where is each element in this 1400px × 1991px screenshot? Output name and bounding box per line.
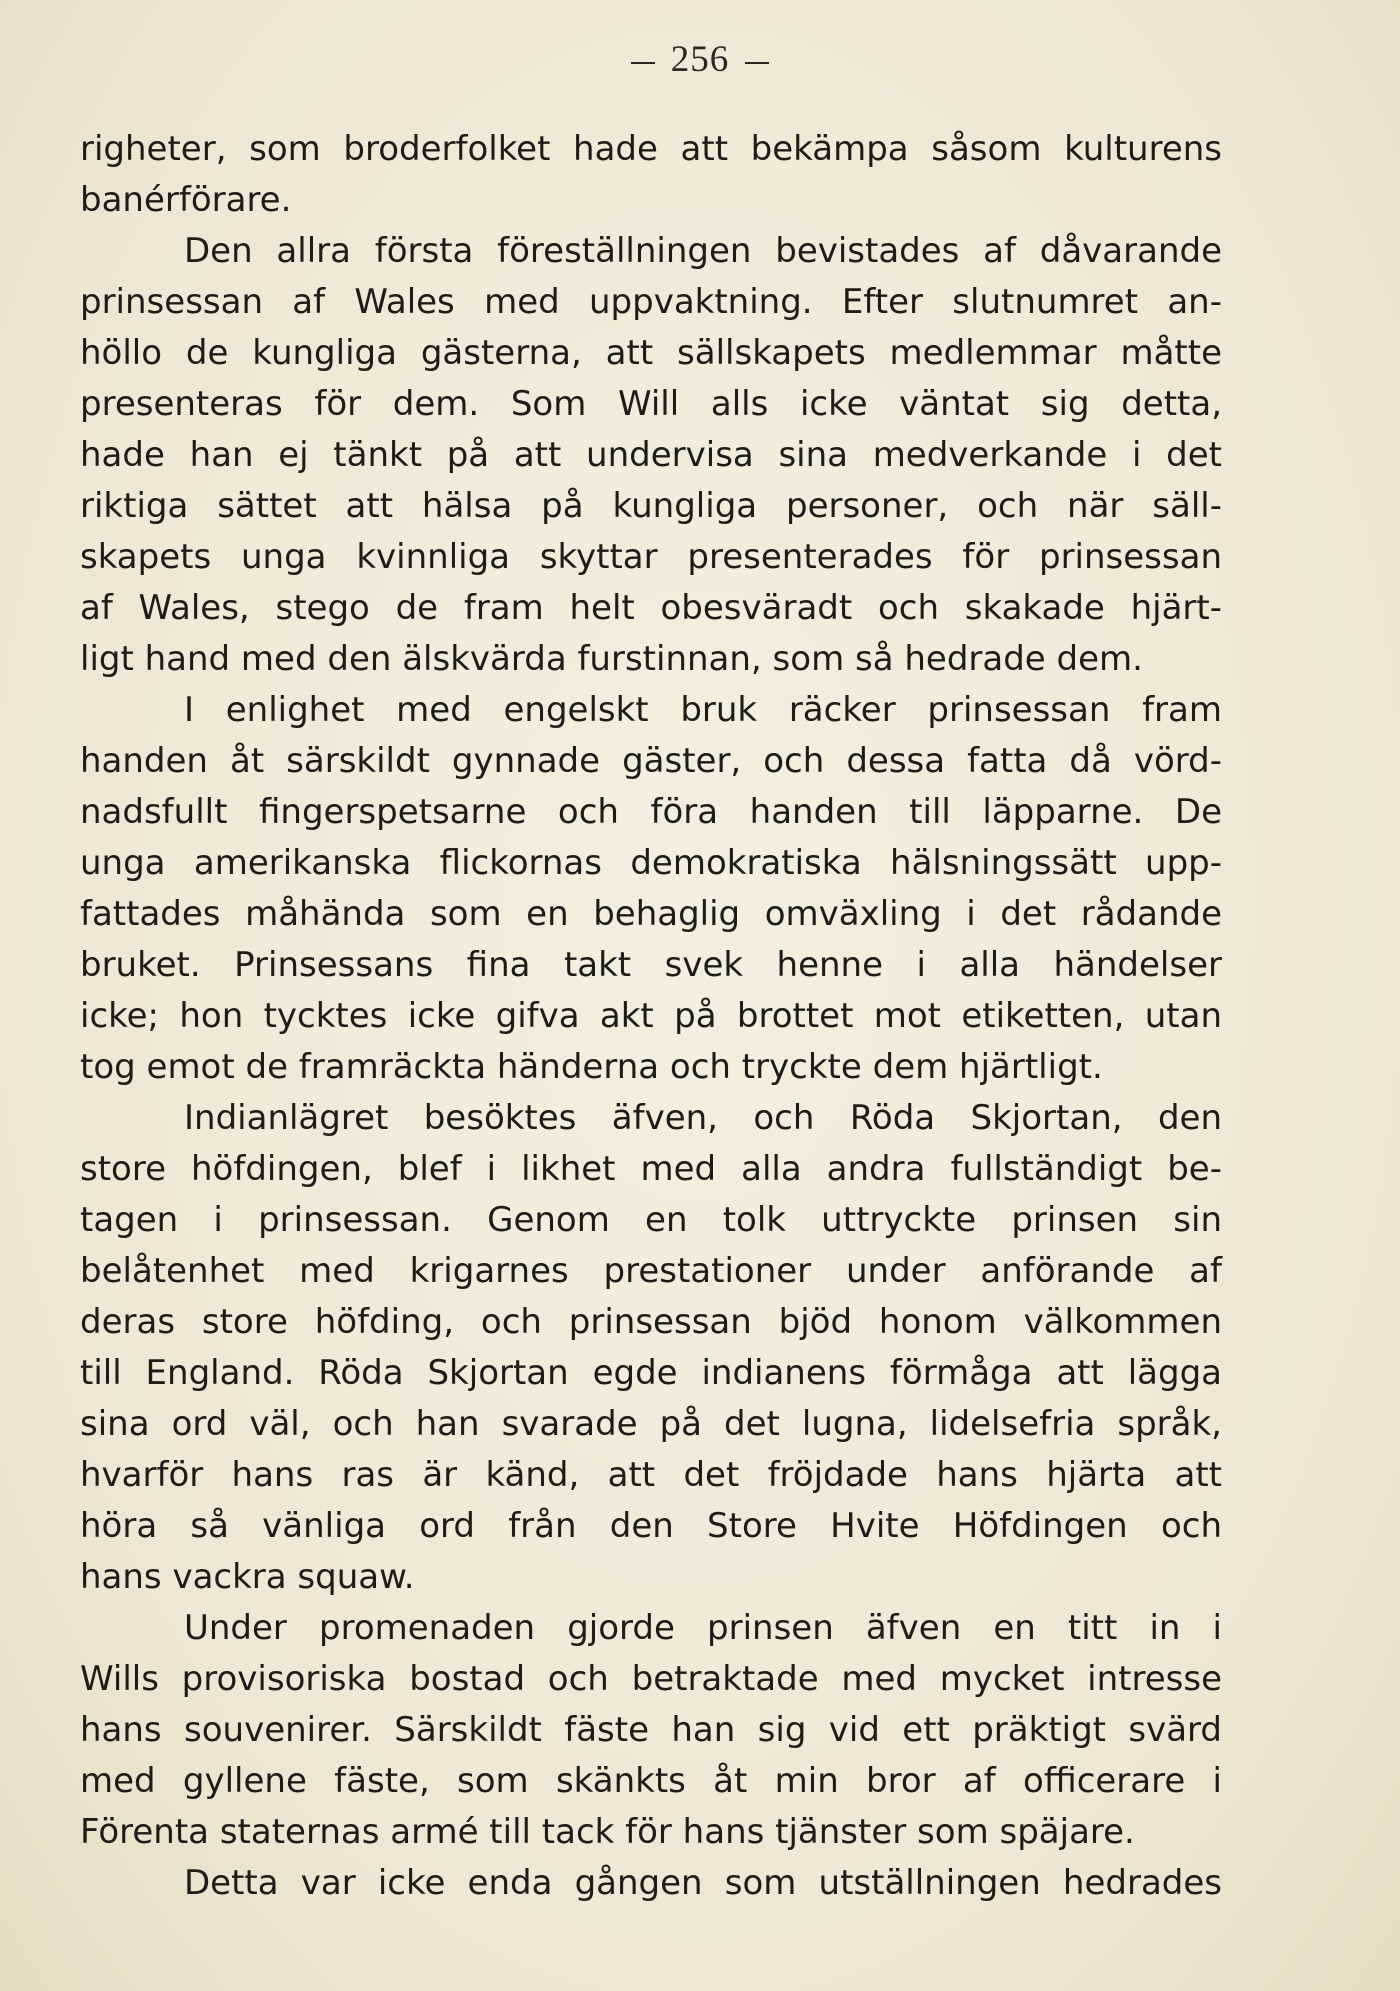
text-line: banérförare.	[80, 180, 292, 220]
page-number	[0, 38, 1400, 81]
page-number-value: 256	[670, 39, 730, 80]
text-line: skapets unga kvinnliga skyttar presenterades för prinsessan	[80, 537, 1222, 577]
text-line: unga amerikanska flickornas demokratiska hälsningssätt upp-	[80, 843, 1222, 883]
text-line: Förenta staternas armé till tack för hans tjänster som späjare.	[80, 1812, 1135, 1852]
text-line: deras store höfding, och prinsessan bjöd honom välkommen	[80, 1302, 1222, 1342]
body-text	[80, 124, 1222, 1909]
text-line: presenteras för dem. Som Will alls icke väntat sig detta,	[80, 384, 1222, 424]
text-line: tog emot de framräckta händerna och tryckte dem hjärtligt.	[80, 1047, 1103, 1087]
page-number-dash-right	[745, 62, 769, 64]
text-line: nadsfullt fingerspetsarne och föra handen till läpparne. De	[80, 792, 1222, 832]
text-line: riktiga sättet att hälsa på kungliga personer, och när säll-	[80, 486, 1222, 526]
text-line: Detta var icke enda gången som utställningen hedrades	[184, 1863, 1222, 1903]
text-line: Under promenaden gjorde prinsen äfven en titt in i	[184, 1608, 1222, 1648]
text-line: af Wales, stego de fram helt obesväradt och skakade hjärt-	[80, 588, 1222, 628]
text-line: tagen i prinsessan. Genom en tolk uttryckte prinsen sin	[80, 1200, 1222, 1240]
text-line: Indianlägret besöktes äfven, och Röda Skjortan, den	[184, 1098, 1222, 1138]
text-line: belåtenhet med krigarnes prestationer under anförande af	[80, 1251, 1222, 1291]
text-line: hade han ej tänkt på att undervisa sina medverkande i det	[80, 435, 1222, 475]
text-line: prinsessan af Wales med uppvaktning. Efter slutnumret an-	[80, 282, 1222, 322]
text-line: Den allra första föreställningen bevistades af dåvarande	[184, 231, 1222, 271]
text-line: höllo de kungliga gästerna, att sällskapets medlemmar måtte	[80, 333, 1222, 373]
text-line: I enlighet med engelskt bruk räcker prinsessan fram	[184, 690, 1222, 730]
text-line: store höfdingen, blef i likhet med alla andra fullständigt be-	[80, 1149, 1222, 1189]
text-line: righeter, som broderfolket hade att bekämpa såsom kulturens	[80, 129, 1222, 169]
text-line: sina ord väl, och han svarade på det lugna, lidelsefria språk,	[80, 1404, 1222, 1444]
text-line: fattades måhända som en behaglig omväxling i det rådande	[80, 894, 1222, 934]
text-line: Wills provisoriska bostad och betraktade med mycket intresse	[80, 1659, 1222, 1699]
text-line: höra så vänliga ord från den Store Hvite Höfdingen och	[80, 1506, 1222, 1546]
page-number-dash-left	[631, 62, 655, 64]
text-line: ligt hand med den älskvärda furstinnan, som så hedrade dem.	[80, 639, 1143, 679]
text-line: icke; hon tycktes icke gifva akt på brottet mot etiketten, utan	[80, 996, 1222, 1036]
text-line: bruket. Prinsessans fina takt svek henne i alla händelser	[80, 945, 1222, 985]
text-line: hans vackra squaw.	[80, 1557, 415, 1597]
text-line: hans souvenirer. Särskildt fäste han sig vid ett präktigt svärd	[80, 1710, 1222, 1750]
text-line: hvarför hans ras är känd, att det fröjdade hans hjärta att	[80, 1455, 1222, 1495]
text-line: handen åt särskildt gynnade gäster, och dessa fatta då vörd-	[80, 741, 1222, 781]
text-line: till England. Röda Skjortan egde indianens förmåga att lägga	[80, 1353, 1222, 1393]
text-line: med gyllene fäste, som skänkts åt min bror af officerare i	[80, 1761, 1222, 1801]
